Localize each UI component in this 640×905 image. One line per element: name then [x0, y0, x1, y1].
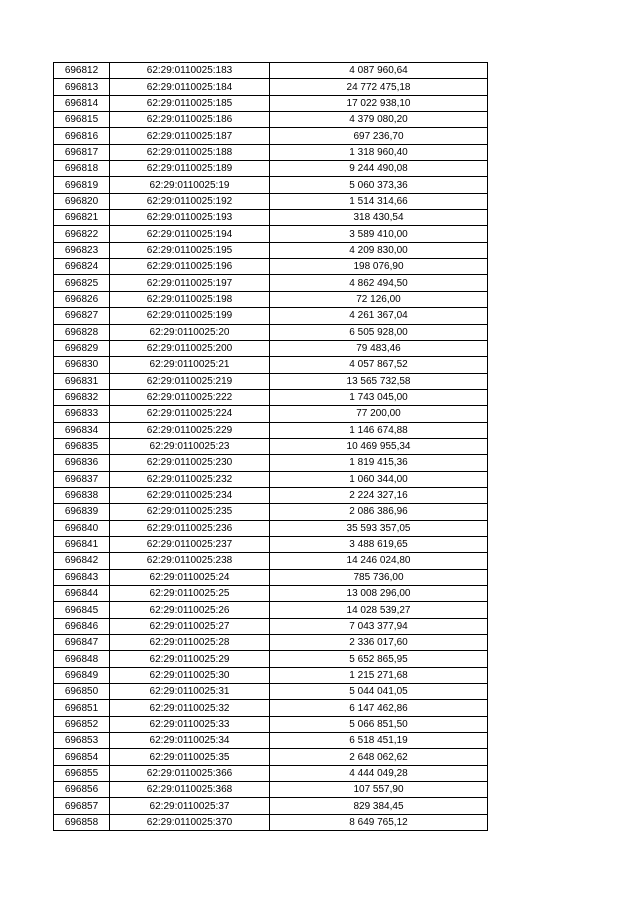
cadastral-number-cell: 62:29:0110025:29 [110, 651, 270, 667]
value-cell: 1 060 344,00 [270, 471, 488, 487]
value-cell: 13 565 732,58 [270, 373, 488, 389]
cadastral-number-cell: 62:29:0110025:26 [110, 602, 270, 618]
cadastral-value-table [53, 62, 488, 831]
cadastral-number-cell: 62:29:0110025:194 [110, 226, 270, 242]
value-cell: 6 505 928,00 [270, 324, 488, 340]
table-row [54, 95, 488, 111]
cadastral-number-cell: 62:29:0110025:21 [110, 357, 270, 373]
cadastral-number-cell: 62:29:0110025:198 [110, 291, 270, 307]
table-row [54, 340, 488, 356]
value-cell: 5 060 373,36 [270, 177, 488, 193]
table-row [54, 504, 488, 520]
table-row [54, 259, 488, 275]
value-cell: 8 649 765,12 [270, 814, 488, 830]
table-row [54, 144, 488, 160]
table-row [54, 357, 488, 373]
cadastral-number-cell: 62:29:0110025:370 [110, 814, 270, 830]
cadastral-number-cell: 62:29:0110025:230 [110, 455, 270, 471]
row-number-cell: 696847 [54, 635, 110, 651]
table-row [54, 749, 488, 765]
table-row [54, 553, 488, 569]
row-number-cell: 696826 [54, 291, 110, 307]
row-number-cell: 696829 [54, 340, 110, 356]
value-cell: 3 488 619,65 [270, 536, 488, 552]
cadastral-number-cell: 62:29:0110025:37 [110, 798, 270, 814]
row-number-cell: 696818 [54, 161, 110, 177]
row-number-cell: 696848 [54, 651, 110, 667]
cadastral-number-cell: 62:29:0110025:28 [110, 635, 270, 651]
cadastral-number-cell: 62:29:0110025:35 [110, 749, 270, 765]
value-cell: 107 557,90 [270, 782, 488, 798]
cadastral-number-cell: 62:29:0110025:199 [110, 308, 270, 324]
cadastral-number-cell: 62:29:0110025:19 [110, 177, 270, 193]
table-row [54, 242, 488, 258]
value-cell: 4 379 080,20 [270, 112, 488, 128]
row-number-cell: 696822 [54, 226, 110, 242]
table-row [54, 667, 488, 683]
cadastral-number-cell: 62:29:0110025:183 [110, 63, 270, 79]
row-number-cell: 696827 [54, 308, 110, 324]
cadastral-number-cell: 62:29:0110025:187 [110, 128, 270, 144]
value-cell: 785 736,00 [270, 569, 488, 585]
cadastral-number-cell: 62:29:0110025:23 [110, 438, 270, 454]
table-row [54, 422, 488, 438]
table-row [54, 814, 488, 830]
row-number-cell: 696816 [54, 128, 110, 144]
cadastral-number-cell: 62:29:0110025:195 [110, 242, 270, 258]
value-cell: 6 147 462,86 [270, 700, 488, 716]
cadastral-number-cell: 62:29:0110025:222 [110, 389, 270, 405]
value-cell: 5 066 851,50 [270, 716, 488, 732]
value-cell: 2 336 017,60 [270, 635, 488, 651]
row-number-cell: 696851 [54, 700, 110, 716]
value-cell: 1 318 960,40 [270, 144, 488, 160]
table-row [54, 765, 488, 781]
row-number-cell: 696850 [54, 684, 110, 700]
row-number-cell: 696852 [54, 716, 110, 732]
row-number-cell: 696843 [54, 569, 110, 585]
row-number-cell: 696854 [54, 749, 110, 765]
table-row [54, 700, 488, 716]
row-number-cell: 696821 [54, 210, 110, 226]
cadastral-number-cell: 62:29:0110025:189 [110, 161, 270, 177]
table-row [54, 210, 488, 226]
table-row [54, 177, 488, 193]
table-row [54, 733, 488, 749]
value-cell: 4 444 049,28 [270, 765, 488, 781]
row-number-cell: 696858 [54, 814, 110, 830]
cadastral-number-cell: 62:29:0110025:236 [110, 520, 270, 536]
row-number-cell: 696824 [54, 259, 110, 275]
row-number-cell: 696849 [54, 667, 110, 683]
table-row [54, 487, 488, 503]
table-row [54, 471, 488, 487]
row-number-cell: 696812 [54, 63, 110, 79]
cadastral-number-cell: 62:29:0110025:27 [110, 618, 270, 634]
row-number-cell: 696841 [54, 536, 110, 552]
value-cell: 1 514 314,66 [270, 193, 488, 209]
table-row [54, 128, 488, 144]
cadastral-number-cell: 62:29:0110025:33 [110, 716, 270, 732]
row-number-cell: 696838 [54, 487, 110, 503]
cadastral-number-cell: 62:29:0110025:224 [110, 406, 270, 422]
row-number-cell: 696814 [54, 95, 110, 111]
row-number-cell: 696831 [54, 373, 110, 389]
table-row [54, 406, 488, 422]
row-number-cell: 696817 [54, 144, 110, 160]
table-row [54, 373, 488, 389]
cadastral-number-cell: 62:29:0110025:184 [110, 79, 270, 95]
value-cell: 318 430,54 [270, 210, 488, 226]
row-number-cell: 696846 [54, 618, 110, 634]
value-cell: 2 086 386,96 [270, 504, 488, 520]
cadastral-number-cell: 62:29:0110025:188 [110, 144, 270, 160]
value-cell: 2 648 062,62 [270, 749, 488, 765]
row-number-cell: 696815 [54, 112, 110, 128]
value-cell: 10 469 955,34 [270, 438, 488, 454]
value-cell: 2 224 327,16 [270, 487, 488, 503]
value-cell: 1 146 674,88 [270, 422, 488, 438]
row-number-cell: 696842 [54, 553, 110, 569]
value-cell: 5 044 041,05 [270, 684, 488, 700]
cadastral-number-cell: 62:29:0110025:25 [110, 586, 270, 602]
cadastral-number-cell: 62:29:0110025:219 [110, 373, 270, 389]
table-row [54, 226, 488, 242]
row-number-cell: 696855 [54, 765, 110, 781]
value-cell: 4 057 867,52 [270, 357, 488, 373]
row-number-cell: 696840 [54, 520, 110, 536]
table-row [54, 782, 488, 798]
row-number-cell: 696832 [54, 389, 110, 405]
table-row [54, 161, 488, 177]
value-cell: 13 008 296,00 [270, 586, 488, 602]
table-row [54, 79, 488, 95]
value-cell: 7 043 377,94 [270, 618, 488, 634]
value-cell: 35 593 357,05 [270, 520, 488, 536]
table-row [54, 193, 488, 209]
row-number-cell: 696830 [54, 357, 110, 373]
value-cell: 4 862 494,50 [270, 275, 488, 291]
row-number-cell: 696835 [54, 438, 110, 454]
table-row [54, 635, 488, 651]
cadastral-number-cell: 62:29:0110025:368 [110, 782, 270, 798]
row-number-cell: 696844 [54, 586, 110, 602]
table-row [54, 586, 488, 602]
row-number-cell: 696845 [54, 602, 110, 618]
table-row [54, 455, 488, 471]
cadastral-number-cell: 62:29:0110025:31 [110, 684, 270, 700]
table-row [54, 438, 488, 454]
cadastral-number-cell: 62:29:0110025:192 [110, 193, 270, 209]
value-cell: 4 209 830,00 [270, 242, 488, 258]
cadastral-number-cell: 62:29:0110025:238 [110, 553, 270, 569]
table-row [54, 63, 488, 79]
value-cell: 14 028 539,27 [270, 602, 488, 618]
value-cell: 6 518 451,19 [270, 733, 488, 749]
cadastral-number-cell: 62:29:0110025:30 [110, 667, 270, 683]
table-row [54, 569, 488, 585]
cadastral-number-cell: 62:29:0110025:197 [110, 275, 270, 291]
cadastral-number-cell: 62:29:0110025:237 [110, 536, 270, 552]
table-row [54, 618, 488, 634]
table-row [54, 520, 488, 536]
row-number-cell: 696834 [54, 422, 110, 438]
row-number-cell: 696825 [54, 275, 110, 291]
table-row [54, 112, 488, 128]
table-row [54, 798, 488, 814]
table-row [54, 536, 488, 552]
table-body [54, 63, 488, 831]
row-number-cell: 696837 [54, 471, 110, 487]
table-row [54, 308, 488, 324]
value-cell: 3 589 410,00 [270, 226, 488, 242]
row-number-cell: 696839 [54, 504, 110, 520]
row-number-cell: 696836 [54, 455, 110, 471]
value-cell: 198 076,90 [270, 259, 488, 275]
row-number-cell: 696819 [54, 177, 110, 193]
cadastral-number-cell: 62:29:0110025:196 [110, 259, 270, 275]
table-row [54, 716, 488, 732]
cadastral-number-cell: 62:29:0110025:193 [110, 210, 270, 226]
value-cell: 72 126,00 [270, 291, 488, 307]
table-row [54, 651, 488, 667]
cadastral-number-cell: 62:29:0110025:32 [110, 700, 270, 716]
row-number-cell: 696857 [54, 798, 110, 814]
cadastral-number-cell: 62:29:0110025:200 [110, 340, 270, 356]
table-row [54, 602, 488, 618]
value-cell: 77 200,00 [270, 406, 488, 422]
row-number-cell: 696828 [54, 324, 110, 340]
value-cell: 4 087 960,64 [270, 63, 488, 79]
table-row [54, 324, 488, 340]
table-row [54, 291, 488, 307]
cadastral-number-cell: 62:29:0110025:20 [110, 324, 270, 340]
cadastral-number-cell: 62:29:0110025:235 [110, 504, 270, 520]
value-cell: 17 022 938,10 [270, 95, 488, 111]
value-cell: 79 483,46 [270, 340, 488, 356]
value-cell: 5 652 865,95 [270, 651, 488, 667]
table-row [54, 684, 488, 700]
value-cell: 14 246 024,80 [270, 553, 488, 569]
value-cell: 4 261 367,04 [270, 308, 488, 324]
row-number-cell: 696856 [54, 782, 110, 798]
value-cell: 1 819 415,36 [270, 455, 488, 471]
row-number-cell: 696853 [54, 733, 110, 749]
row-number-cell: 696820 [54, 193, 110, 209]
value-cell: 24 772 475,18 [270, 79, 488, 95]
value-cell: 1 743 045,00 [270, 389, 488, 405]
value-cell: 697 236,70 [270, 128, 488, 144]
cadastral-number-cell: 62:29:0110025:234 [110, 487, 270, 503]
cadastral-number-cell: 62:29:0110025:185 [110, 95, 270, 111]
row-number-cell: 696823 [54, 242, 110, 258]
cadastral-number-cell: 62:29:0110025:34 [110, 733, 270, 749]
value-cell: 9 244 490,08 [270, 161, 488, 177]
cadastral-number-cell: 62:29:0110025:24 [110, 569, 270, 585]
table-row [54, 275, 488, 291]
row-number-cell: 696833 [54, 406, 110, 422]
cadastral-number-cell: 62:29:0110025:229 [110, 422, 270, 438]
cadastral-number-cell: 62:29:0110025:366 [110, 765, 270, 781]
value-cell: 829 384,45 [270, 798, 488, 814]
row-number-cell: 696813 [54, 79, 110, 95]
cadastral-number-cell: 62:29:0110025:186 [110, 112, 270, 128]
table-row [54, 389, 488, 405]
value-cell: 1 215 271,68 [270, 667, 488, 683]
cadastral-number-cell: 62:29:0110025:232 [110, 471, 270, 487]
